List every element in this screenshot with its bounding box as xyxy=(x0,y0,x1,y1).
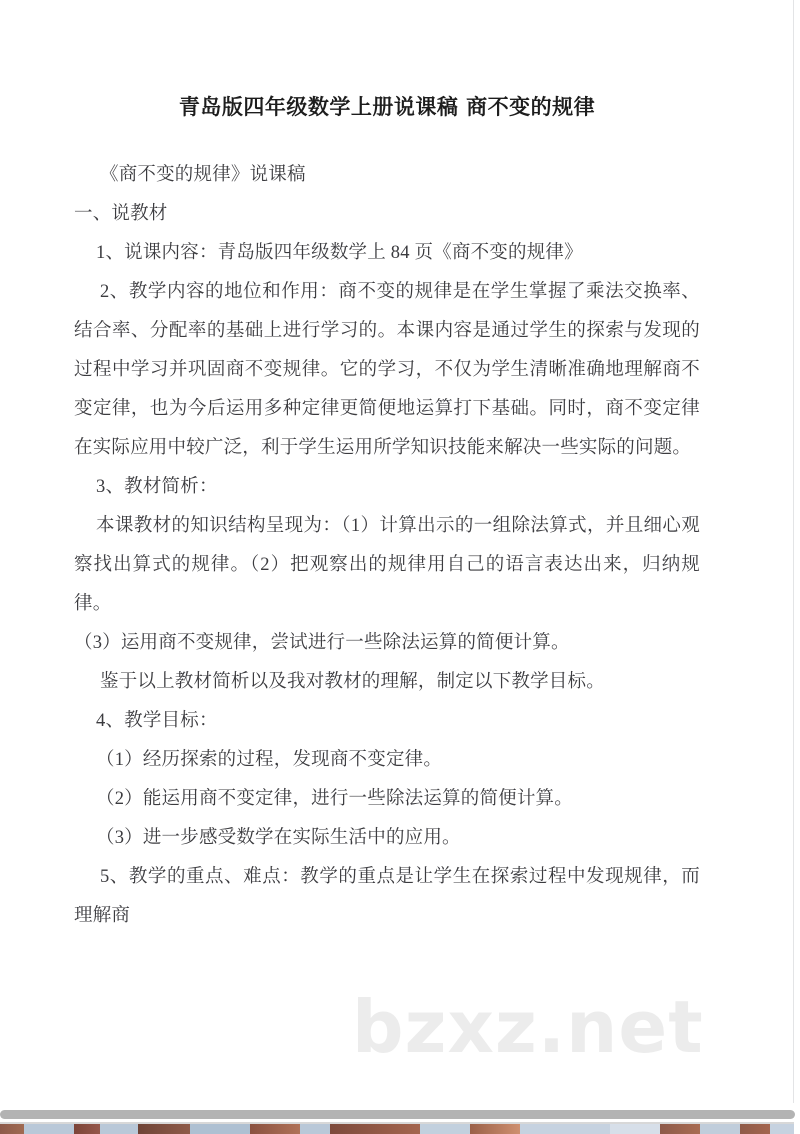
paragraph-7: 4、教学目标： xyxy=(96,711,218,731)
paragraph-4: 本课教材的知识结构呈现为：（1）计算出示的一组除法算式，并且细心观察找出算式的规律。（2）把观察出的规律用自己的语言表达出来，归纳规律。 xyxy=(74,516,700,614)
next-page-preview[interactable] xyxy=(0,1122,794,1134)
document-body xyxy=(74,92,700,936)
section-heading-1: 一、说教材 xyxy=(74,204,168,224)
document-subtitle: 《商不变的规律》说课稿 xyxy=(100,165,306,185)
watermark-text: bzxz.net xyxy=(352,985,704,1069)
horizontal-scrollbar[interactable] xyxy=(0,1110,795,1119)
paragraph-5: （3）运用商不变规律，尝试进行一些除法运算的简便计算。 xyxy=(74,633,570,653)
paragraph-8: （1）经历探索的过程，发现商不变定律。 xyxy=(96,750,443,770)
paragraph-10: （3）进一步感受数学在实际生活中的应用。 xyxy=(96,828,461,848)
paragraph-1: 1、说课内容：青岛版四年级数学上 84 页《商不变的规律》 xyxy=(96,243,583,263)
paragraph-11: 5、教学的重点、难点：教学的重点是让学生在探索过程中发现规律，而理解商 xyxy=(74,867,700,926)
page-title: 青岛版四年级数学上册说课稿 商不变的规律 xyxy=(178,95,596,119)
paragraph-9: （2）能运用商不变定律，进行一些除法运算的简便计算。 xyxy=(96,789,573,809)
next-page-top-edge xyxy=(0,1122,794,1124)
paragraph-2: 2、教学内容的地位和作用：商不变的规律是在学生掌握了乘法交换率、结合率、分配率的基础上进行学习的。本课内容是通过学生的探索与发现的过程中学习并巩固商不变规律。它的学习，不仅为学生清晰准确地理解商不变定律，也为今后运用多种定律更简便地运算打下基础。同时，商不变定律在实际应用中较广泛，利于学生运用所学知识技能来解决一些实际的问题。 xyxy=(74,282,700,458)
paragraph-3: 3、教材简析： xyxy=(96,477,218,497)
paragraph-6: 鉴于以上教材简析以及我对教材的理解，制定以下教学目标。 xyxy=(100,672,605,692)
